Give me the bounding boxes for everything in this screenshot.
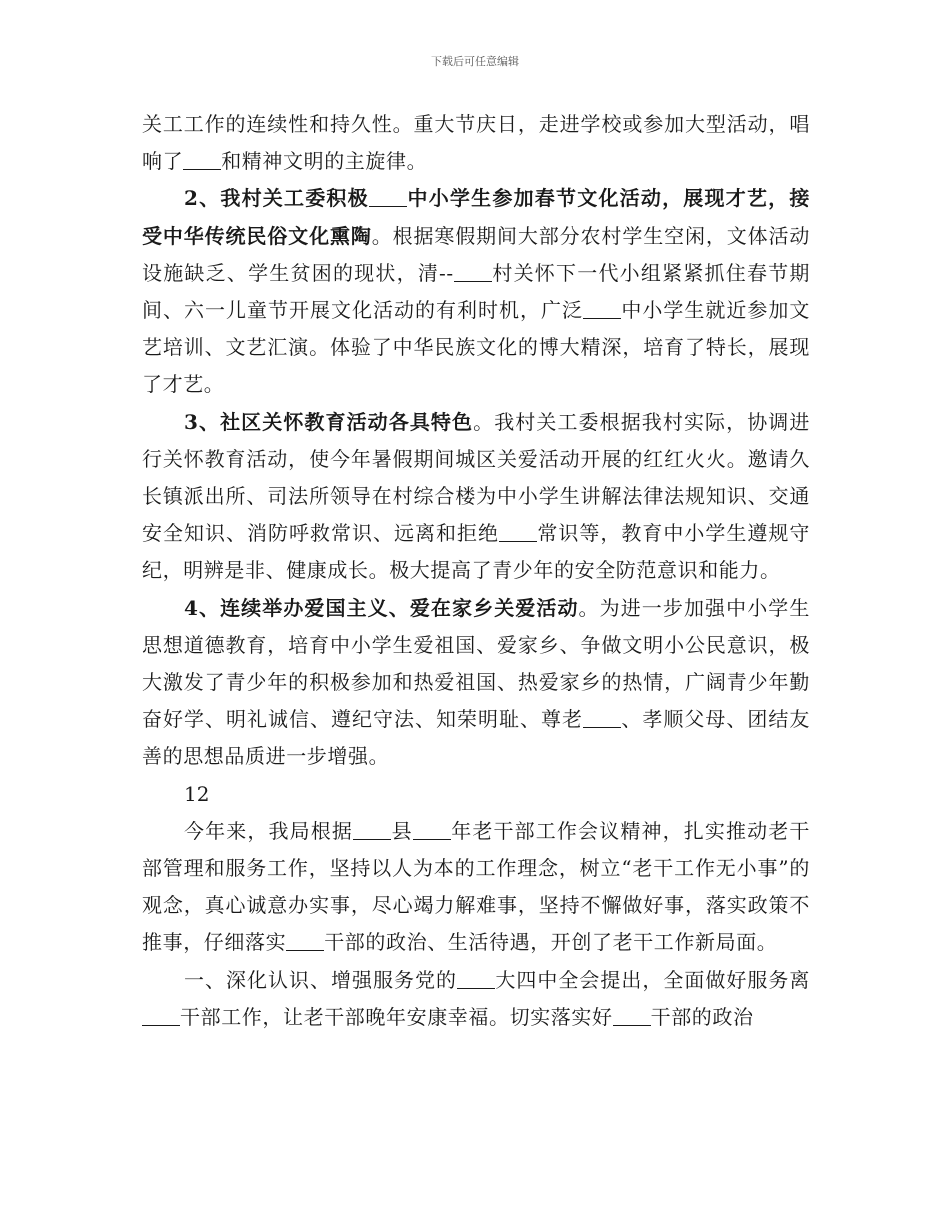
text-run: 、孝顺父母、团结友善的思想品质进一步增强。 — [142, 707, 810, 769]
paragraph-5 — [142, 813, 810, 962]
paragraph-4 — [142, 590, 810, 776]
text-run: 干部工作，让老干部晚年安康幸福。切实落实好 — [180, 1004, 613, 1029]
fill-blank — [413, 821, 451, 840]
paragraph-6 — [142, 962, 810, 1036]
fill-blank — [583, 300, 621, 319]
fill-blank — [286, 932, 324, 951]
text-run: 常识等，教育中小学生遵规守纪，明辨是非、健康成长。极大提高了青少年的安全防范意识和能力。 — [142, 521, 810, 583]
text-run: 今年来，我局根据 — [184, 818, 354, 843]
paragraph-2 — [142, 180, 810, 403]
fill-blank — [183, 151, 221, 170]
text-run: 干部的政治 — [650, 1004, 754, 1029]
text-run: 大四中全会提出，全面做好服务离 — [495, 967, 810, 992]
section-number: 12 — [184, 781, 210, 806]
fill-blank — [369, 188, 407, 207]
fill-blank — [613, 1007, 651, 1026]
section-heading: 中小学生参加春节文化活动，展现才艺，接受中华传统民俗文化熏陶 — [142, 186, 810, 248]
fill-blank — [454, 263, 492, 282]
text-run: 。根据寒假期间大部分农村学生空闲，文体活动设施缺乏、学生贫困的现状，清-- — [142, 223, 810, 285]
text-run: 。为进一步加强中小学生思想道德教育，培育中小学生爱祖国、爱家乡、争做文明小公民意识，极大激发了青少年的积极参加和热爱祖国、热爱家乡的热情，广阔青少年勤奋好学、明礼诚信、遵纪守法、知荣明耻、尊老 — [142, 595, 810, 732]
text-run: 。我村关工委根据我村实际，协调进行关怀教育活动，使今年暑假期间城区关爱活动开展的红红火火。邀请久长镇派出所、司法所领导在村综合楼为中小学生讲解法律法规知识、交通安全知识、消防呼救常识、远离和拒绝 — [142, 409, 810, 546]
text-run: 县 — [391, 818, 413, 843]
text-run: 村关怀下一代小组紧紧抓住春节期间、六一儿童节开展文化活动的有利时机，广泛 — [142, 260, 810, 323]
fill-blank — [583, 709, 621, 728]
fill-blank — [353, 821, 391, 840]
fill-blank — [142, 1007, 180, 1026]
document-body — [142, 106, 810, 1036]
fill-blank — [499, 523, 537, 542]
paragraph-1 — [142, 106, 810, 180]
text-run: 和精神文明的主旋律。 — [221, 149, 428, 174]
paragraph-3 — [142, 404, 810, 590]
text-run: 年老干部工作会议精神，扎实推动老干部管理和服务工作，坚持以人为本的工作理念，树立“老干工作无小事”的观念，真心诚意办实事，尽心竭力解难事，坚持不懈做好事，落实政策不推事，仔细落实 — [142, 818, 810, 955]
page-header: 下载后可任意编辑 — [431, 55, 519, 68]
text-run: 一、深化认识、增强服务党的 — [184, 967, 457, 992]
text-run: 中小学生就近参加文艺培训、文艺汇演。体验了中华民族文化的博大精深，培育了特长，展现了才艺。 — [142, 298, 810, 397]
fill-blank — [457, 970, 495, 989]
text-run: 干部的政治、生活待遇，开创了老干工作新局面。 — [324, 930, 778, 955]
section-heading: 2、我村关工委积极 — [184, 186, 369, 211]
text-run: 关工工作的连续性和持久性。重大节庆日，走进学校或参加大型活动，唱响了 — [142, 112, 810, 174]
section-heading: 3、社区关怀教育活动各具特色 — [184, 409, 474, 434]
section-heading: 4、连续举办爱国主义、爱在家乡关爱活动 — [184, 595, 579, 620]
